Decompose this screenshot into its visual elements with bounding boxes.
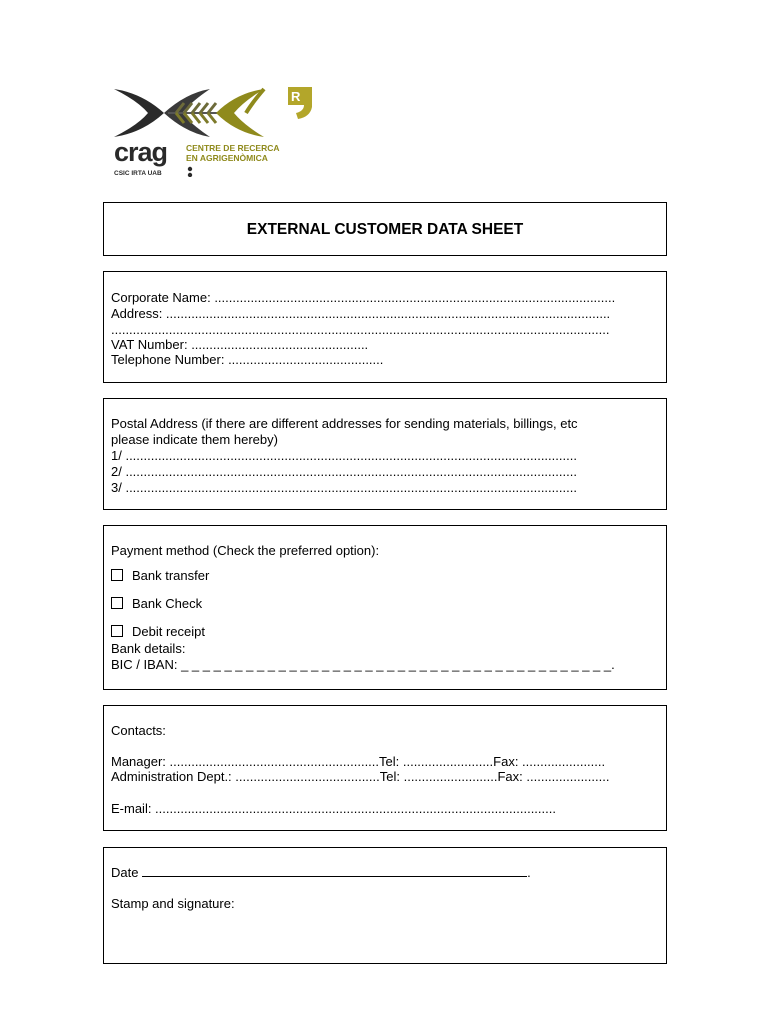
svg-text:R: R [291, 89, 301, 104]
debit-receipt-label: Debit receipt [132, 624, 205, 639]
svg-text:CENTRE DE RECERCA: CENTRE DE RECERCA [186, 143, 280, 153]
date-line-end: . [527, 865, 531, 880]
postal-address-instruction-cont: please indicate them hereby) [111, 432, 278, 447]
payment-option-bank-check[interactable] [111, 596, 202, 611]
date-label: Date [111, 865, 139, 880]
crag-logo-graphic [112, 85, 322, 177]
bank-transfer-label: Bank transfer [132, 568, 210, 583]
postal-address-2-field[interactable]: 2/ ............................................................................................................................. [111, 464, 577, 479]
bic-iban-field[interactable]: BIC / IBAN: _ _ _ _ _ _ _ _ _ _ _ _ _ _ _ _ _ _ _ _ _ _ _ _ _ _ _ _ _ _ _ _ _ _ _ _ _ _ _ _. [111, 657, 615, 672]
document-title: EXTERNAL CUSTOMER DATA SHEET [246, 221, 524, 238]
payment-option-debit-receipt[interactable] [111, 624, 205, 639]
postal-address-section [103, 398, 667, 510]
bank-check-label: Bank Check [132, 596, 203, 611]
signature-section [103, 847, 667, 964]
payment-section [103, 525, 667, 690]
title-section [103, 202, 667, 256]
svg-text:crag: crag [114, 137, 168, 167]
svg-text:CSIC IRTA UAB: CSIC IRTA UAB [114, 170, 162, 177]
contacts-heading: Contacts: [111, 723, 166, 738]
administration-contact-field[interactable]: Administration Dept.: ........................................Tel: ..........................Fax: ....................... [111, 769, 610, 784]
bank-transfer-checkbox[interactable] [111, 569, 123, 581]
bank-details-label: Bank details: [111, 641, 186, 656]
address-field[interactable]: Address: ........................................................................................................................... [111, 306, 611, 321]
postal-address-1-field[interactable]: 1/ ............................................................................................................................. [111, 448, 577, 463]
debit-receipt-checkbox[interactable] [111, 625, 123, 637]
address-continuation-field[interactable]: .......................................................................................................................................... [111, 322, 610, 337]
crag-logo [112, 85, 322, 177]
postal-address-instruction: Postal Address (if there are different addresses for sending materials, billings, etc [111, 416, 578, 431]
contacts-section [103, 705, 667, 831]
manager-contact-field[interactable]: Manager: ..........................................................Tel: .........................Fax: ....................... [111, 754, 606, 769]
payment-option-bank-transfer[interactable] [111, 568, 209, 583]
payment-method-heading: Payment method (Check the preferred option): [111, 543, 380, 558]
vat-number-field[interactable]: VAT Number: ................................................. [111, 337, 369, 352]
stamp-signature-label: Stamp and signature: [111, 896, 235, 911]
corporate-name-field[interactable]: Corporate Name: ............................................................................................................... [111, 290, 616, 305]
svg-text:EN AGRIGENÒMICA: EN AGRIGENÒMICA [186, 153, 268, 163]
bank-check-checkbox[interactable] [111, 597, 123, 609]
email-field[interactable]: E-mail: ............................................................................................................... [111, 801, 556, 816]
postal-address-3-field[interactable]: 3/ ............................................................................................................................. [111, 480, 577, 495]
date-input-line[interactable] [142, 866, 527, 877]
telephone-number-field[interactable]: Telephone Number: ........................................... [111, 352, 384, 367]
company-section [103, 271, 667, 383]
date-row [111, 865, 531, 880]
